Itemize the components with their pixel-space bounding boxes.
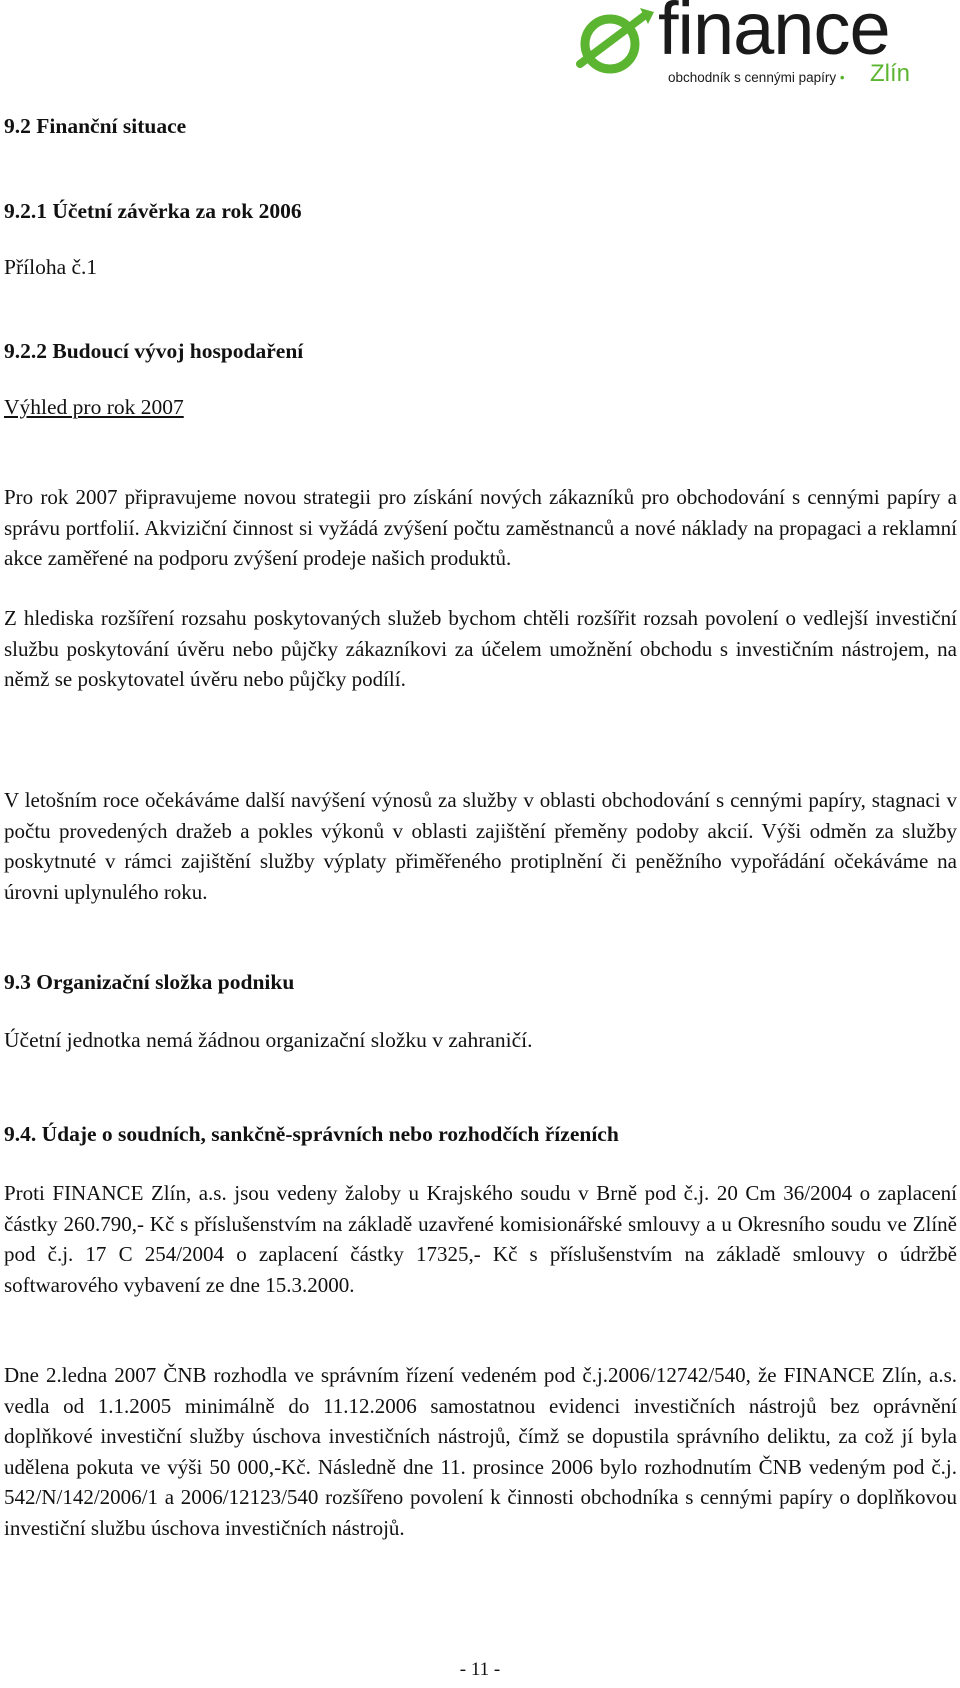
section-9-3-title: 9.3 Organizační složka podniku bbox=[4, 970, 295, 994]
logo-tagline bbox=[668, 70, 845, 85]
section-9-2-2-title: 9.2.2 Budoucí vývoj hospodaření bbox=[4, 339, 304, 363]
finance-zlin-logo bbox=[574, 0, 944, 92]
legal-paragraph-2: Dne 2.ledna 2007 ČNB rozhodla ve správním řízení vedeném pod č.j.2006/12742/540, že FINANCE Zlín, a.s. vedla od 1.1.2005 minimálně do 11.12.2006 samostatnou evidenci investičních nástrojů bez oprávnění doplňkové investiční služby úschova investičních nástrojů, čímž se dopustila správního deliktu, za což jí byla udělena pokuta ve výši 50 000,-Kč. Následně dne 11. prosince 2006 bylo rozhodnutím ČNB vedeným pod č.j. 542/N/142/2006/1 a 2006/12123/540 rozšířeno povolení k činnosti obchodníka s cennými papíry o doplňkovou investiční službu úschova investičních nástrojů. bbox=[4, 1363, 957, 1540]
logo-separator: • bbox=[839, 70, 845, 85]
section-9-4-title: 9.4. Údaje o soudních, sankčně-správních nebo rozhodčích řízeních bbox=[4, 1122, 619, 1146]
section-9-3-text: Účetní jednotka nemá žádnou organizační složku v zahraničí. bbox=[4, 1028, 533, 1052]
section-9-2-1-title: 9.2.1 Účetní závěrka za rok 2006 bbox=[4, 199, 302, 223]
outlook-subtitle: Výhled pro rok 2007 bbox=[4, 395, 184, 419]
outlook-paragraph-1: Pro rok 2007 připravujeme novou strategii pro získání nových zákazníků pro obchodování s cennými papíry a správu portfolií. Akviziční činnost si vyžádá zvýšení počtu zaměstnanců a nové náklady na propagaci a reklamní akce zaměřené na podporu zvýšení prodeje našich produktů. bbox=[4, 485, 957, 570]
section-9-2-title: 9.2 Finanční situace bbox=[4, 114, 187, 138]
attachment-reference: Příloha č.1 bbox=[4, 255, 98, 279]
page-number: - 11 - bbox=[459, 1659, 501, 1680]
logo-city: Zlín bbox=[870, 60, 911, 87]
outlook-paragraph-3: V letošním roce očekáváme další navýšení výnosů za služby v oblasti obchodování s cennými papíry, stagnaci v počtu provedených dražeb a pokles výkonů v oblasti zajištění přeměny podoby akcií. Výši odměn za služby poskytnuté v rámci zajištění služby výplaty přiměřeného protiplnění či peněžního vypořádání očekáváme na úrovni uplynulého roku. bbox=[4, 788, 957, 904]
logo-emblem-icon bbox=[574, 6, 658, 80]
legal-paragraph-1: Proti FINANCE Zlín, a.s. jsou vedeny žaloby u Krajského soudu v Brně pod č.j. 20 Cm 36/2004 o zaplacení částky 260.790,- Kč s příslušenstvím na základě uzavřené komisionářské smlouvy a u Okresního soudu ve Zlíně pod č.j. 17 C 254/2004 o zaplacení částky 17325,- Kč s příslušenstvím na základě smlouvy o údržbě softwarového vybavení ze dne 15.3.2000. bbox=[4, 1181, 957, 1297]
outlook-paragraph-2: Z hlediska rozšíření rozsahu poskytovaných služeb bychom chtěli rozšířit rozsah povolení o vedlejší investiční službu poskytování úvěru nebo půjčky zákazníkovi za účelem umožnění obchodu s investičním nástrojem, na němž se poskytovatel úvěru nebo půjčky podílí. bbox=[4, 606, 957, 691]
logo-tagline-text: obchodník s cennými papíry bbox=[668, 70, 837, 85]
logo-wordmark: finance bbox=[658, 0, 890, 70]
